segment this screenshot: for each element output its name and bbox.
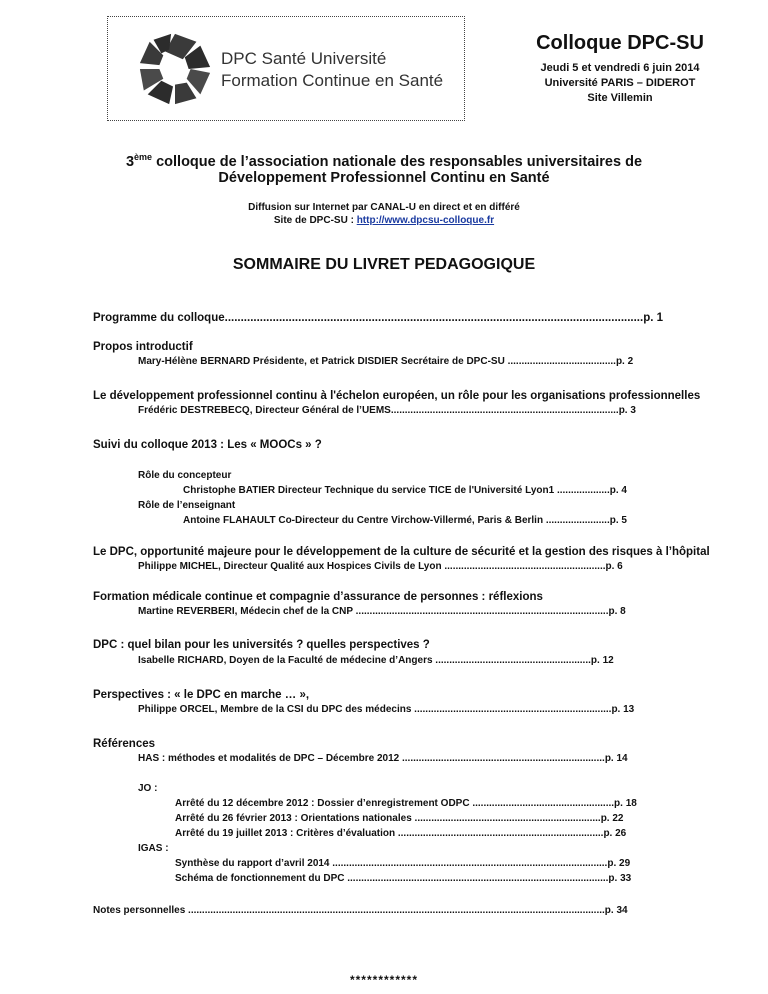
heading-ordinal: 3 <box>125 154 135 170</box>
toc-entry-has: HAS : méthodes et modalités de DPC – Décembre 2012 .........................................................................p. 14 <box>138 753 628 764</box>
toc-section-propos: Propos introductif <box>93 341 193 353</box>
site-line <box>0 214 768 228</box>
site-prefix: Site de DPC-SU : <box>273 215 357 226</box>
toc-section-europe: Le développement professionnel continu à l'échelon européen, un rôle pour les organisations professionnelles <box>93 390 701 402</box>
toc-entry-arrete-3: Arrêté du 19 juillet 2013 : Critères d’évaluation ..........................................................................p. 26 <box>175 828 627 839</box>
main-heading-line-2: Développement Professionnel Continu en Santé <box>218 170 550 186</box>
toc-section-moocs: Suivi du colloque 2013 : Les « MOOCs » ? <box>93 439 322 451</box>
toc-section-securite: Le DPC, opportunité majeure pour le développement de la culture de sécurité et la gestion des risques à l’hôpital <box>93 546 710 558</box>
toc-subsection-concepteur: Rôle du concepteur <box>138 470 232 481</box>
broadcast-info: Diffusion sur Internet par CANAL-U en direct et en différé <box>248 202 520 213</box>
logo-line-2: Formation Continue en Santé <box>221 71 444 90</box>
event-dates: Jeudi 5 et vendredi 6 juin 2014 <box>540 62 700 74</box>
toc-entry-propos: Mary-Hélène BERNARD Présidente, et Patrick DISDIER Secrétaire de DPC-SU .......................................p. 2 <box>138 356 634 367</box>
toc-subsection-jo: JO : <box>138 783 158 794</box>
logo-box <box>107 16 465 121</box>
heading-ordinal-suffix: ème <box>134 152 153 162</box>
toc-entry-enseignant: Antoine FLAHAULT Co-Directeur du Centre Virchow-Villermé, Paris & Berlin .......................p. 5 <box>183 515 627 526</box>
site-link[interactable]: http://www.dpcsu-colloque.fr <box>356 215 495 226</box>
toc-entry-synthese: Synthèse du rapport d’avril 2014 ...................................................................................................p. 29 <box>175 858 631 869</box>
toc-section-references: Références <box>93 738 156 750</box>
toc-entry-arrete-2: Arrêté du 26 février 2013 : Orientations nationales ...................................................................p. 22 <box>175 813 624 824</box>
event-title: Colloque DPC-SU <box>536 32 704 54</box>
summary-title: SOMMAIRE DU LIVRET PEDAGOGIQUE <box>232 256 536 273</box>
toc-entry-arrete-1: Arrêté du 12 décembre 2012 : Dossier d’enregistrement ODPC ...................................................p. 18 <box>175 798 637 809</box>
stars-separator: ************ <box>349 973 419 987</box>
heading-text: colloque de l’association nationale des responsables universitaires de <box>152 154 643 170</box>
toc-subsection-enseignant: Rôle de l’enseignant <box>138 500 236 511</box>
logo-text <box>221 48 443 92</box>
toc-section-assurance: Formation médicale continue et compagnie d’assurance de personnes : réflexions <box>93 591 543 603</box>
aperture-logo-icon <box>136 30 214 108</box>
event-university: Université PARIS – DIDEROT <box>544 77 696 89</box>
toc-entry-bilan: Isabelle RICHARD, Doyen de la Faculté de médecine d’Angers ........................................................p. 12 <box>138 655 614 666</box>
toc-entry-europe: Frédéric DESTREBECQ, Directeur Général de l’UEMS..................................................................................p. 3 <box>138 405 636 416</box>
logo-line-1: DPC Santé Université <box>221 49 387 68</box>
event-info <box>500 32 740 106</box>
toc-entry-perspectives: Philippe ORCEL, Membre de la CSI du DPC des médecins .......................................................................p. 13 <box>138 704 635 715</box>
toc-entry-assurance: Martine REVERBERI, Médecin chef de la CNP ...........................................................................................p. 8 <box>138 606 626 617</box>
toc-entry-schema: Schéma de fonctionnement du DPC ..............................................................................................p. 33 <box>175 873 632 884</box>
toc-entry-programme: Programme du colloque...................................................................................................................................p. 1 <box>93 312 664 324</box>
toc-entry-notes: Notes personnelles ......................................................................................................................................................p. 34 <box>93 905 628 916</box>
event-site: Site Villemin <box>587 92 653 104</box>
toc-entry-concepteur: Christophe BATIER Directeur Technique du service TICE de l'Université Lyon1 ...................p. 4 <box>183 485 627 496</box>
toc-entry-securite: Philippe MICHEL, Directeur Qualité aux Hospices Civils de Lyon ..........................................................p. 6 <box>138 561 623 572</box>
toc-section-bilan: DPC : quel bilan pour les universités ? quelles perspectives ? <box>93 639 430 651</box>
toc-section-perspectives: Perspectives : « le DPC en marche … », <box>93 689 310 701</box>
toc-subsection-igas: IGAS : <box>138 843 169 854</box>
